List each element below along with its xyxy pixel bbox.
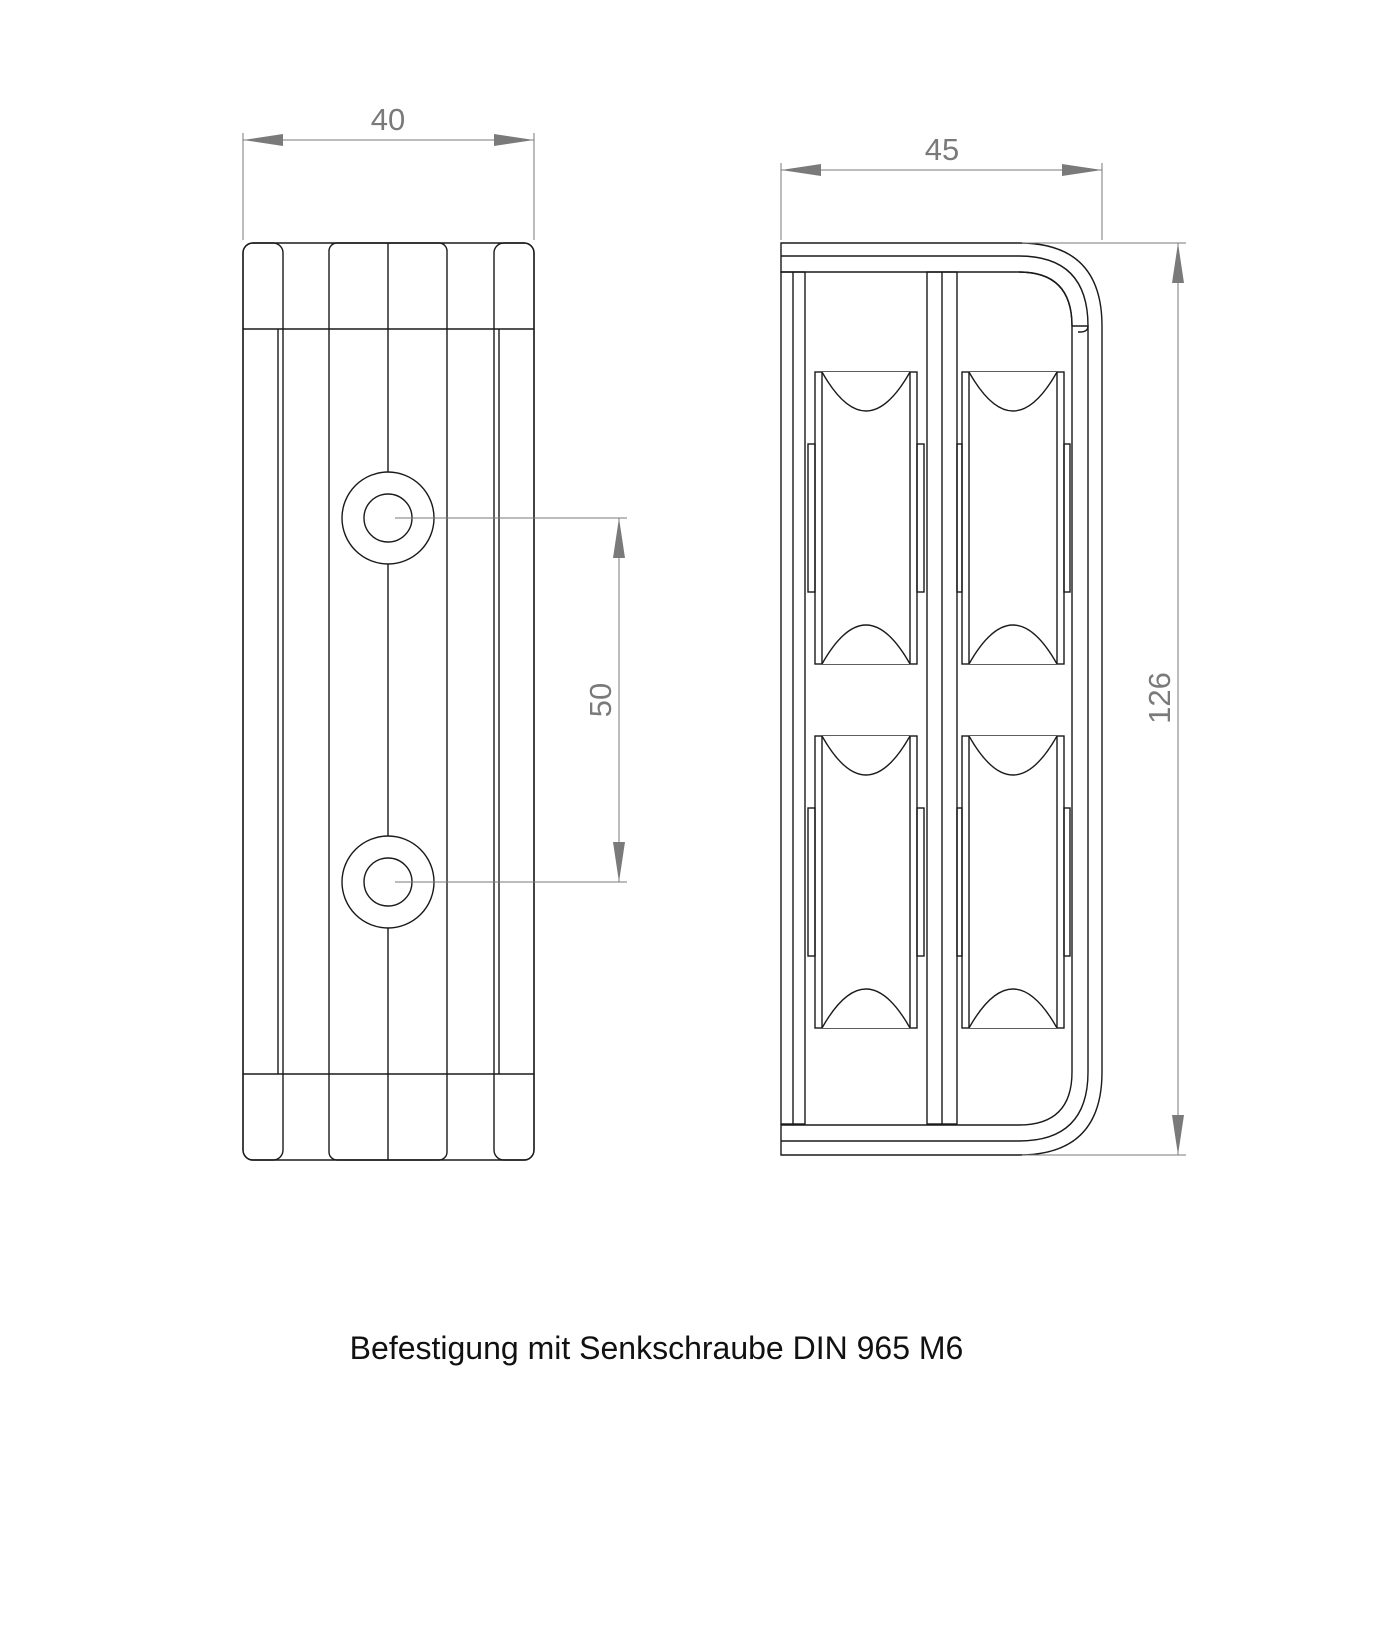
sheave-top-left-hub-r <box>917 444 924 592</box>
sheave-top-left-groove-bottom <box>822 625 910 664</box>
sheave-bottom-left-groove-bottom <box>822 989 910 1028</box>
side-height-label: 126 <box>1142 672 1177 724</box>
sheave-top-right-hub-r <box>1064 444 1070 592</box>
sheave-bottom-right-groove-bottom <box>969 989 1057 1028</box>
sheave-top-left-hub-l <box>808 444 815 592</box>
sheave-top-right-hub-l <box>957 444 962 592</box>
sheave-bottom-left-body <box>815 736 917 1028</box>
hole-spacing-label: 50 <box>583 682 618 718</box>
sheave-bottom-left-groove-top <box>822 736 910 775</box>
sheave-top-left <box>808 372 924 664</box>
sheave-bottom-right-groove-top <box>969 736 1057 775</box>
sheave-top-right-body <box>962 372 1064 664</box>
sheave-bottom-left-hub-l <box>808 808 815 956</box>
front-right-rail <box>494 243 534 1160</box>
sheave-top-left-body <box>815 372 917 664</box>
sheave-top-right-groove-top <box>969 372 1057 411</box>
front-width-label: 40 <box>370 102 406 137</box>
sheave-top-right <box>957 372 1070 664</box>
sheave-bottom-left <box>808 736 924 1028</box>
side-width-label: 45 <box>924 132 960 167</box>
sheave-top-left-groove-top <box>822 372 910 411</box>
sheave-bottom-right-hub-l <box>957 808 962 956</box>
front-dimensions <box>243 133 627 882</box>
sheave-bottom-left-hub-r <box>917 808 924 956</box>
sheave-bottom-right-body <box>962 736 1064 1028</box>
front-left-rail <box>243 243 283 1160</box>
sheave-top-right-groove-bottom <box>969 625 1057 664</box>
front-view <box>243 243 534 1160</box>
drawing-caption: Befestigung mit Senkschraube DIN 965 M6 <box>349 1330 964 1366</box>
sheave-bottom-right-hub-r <box>1064 808 1070 956</box>
side-view <box>781 243 1102 1155</box>
sheave-bottom-right <box>957 736 1070 1028</box>
